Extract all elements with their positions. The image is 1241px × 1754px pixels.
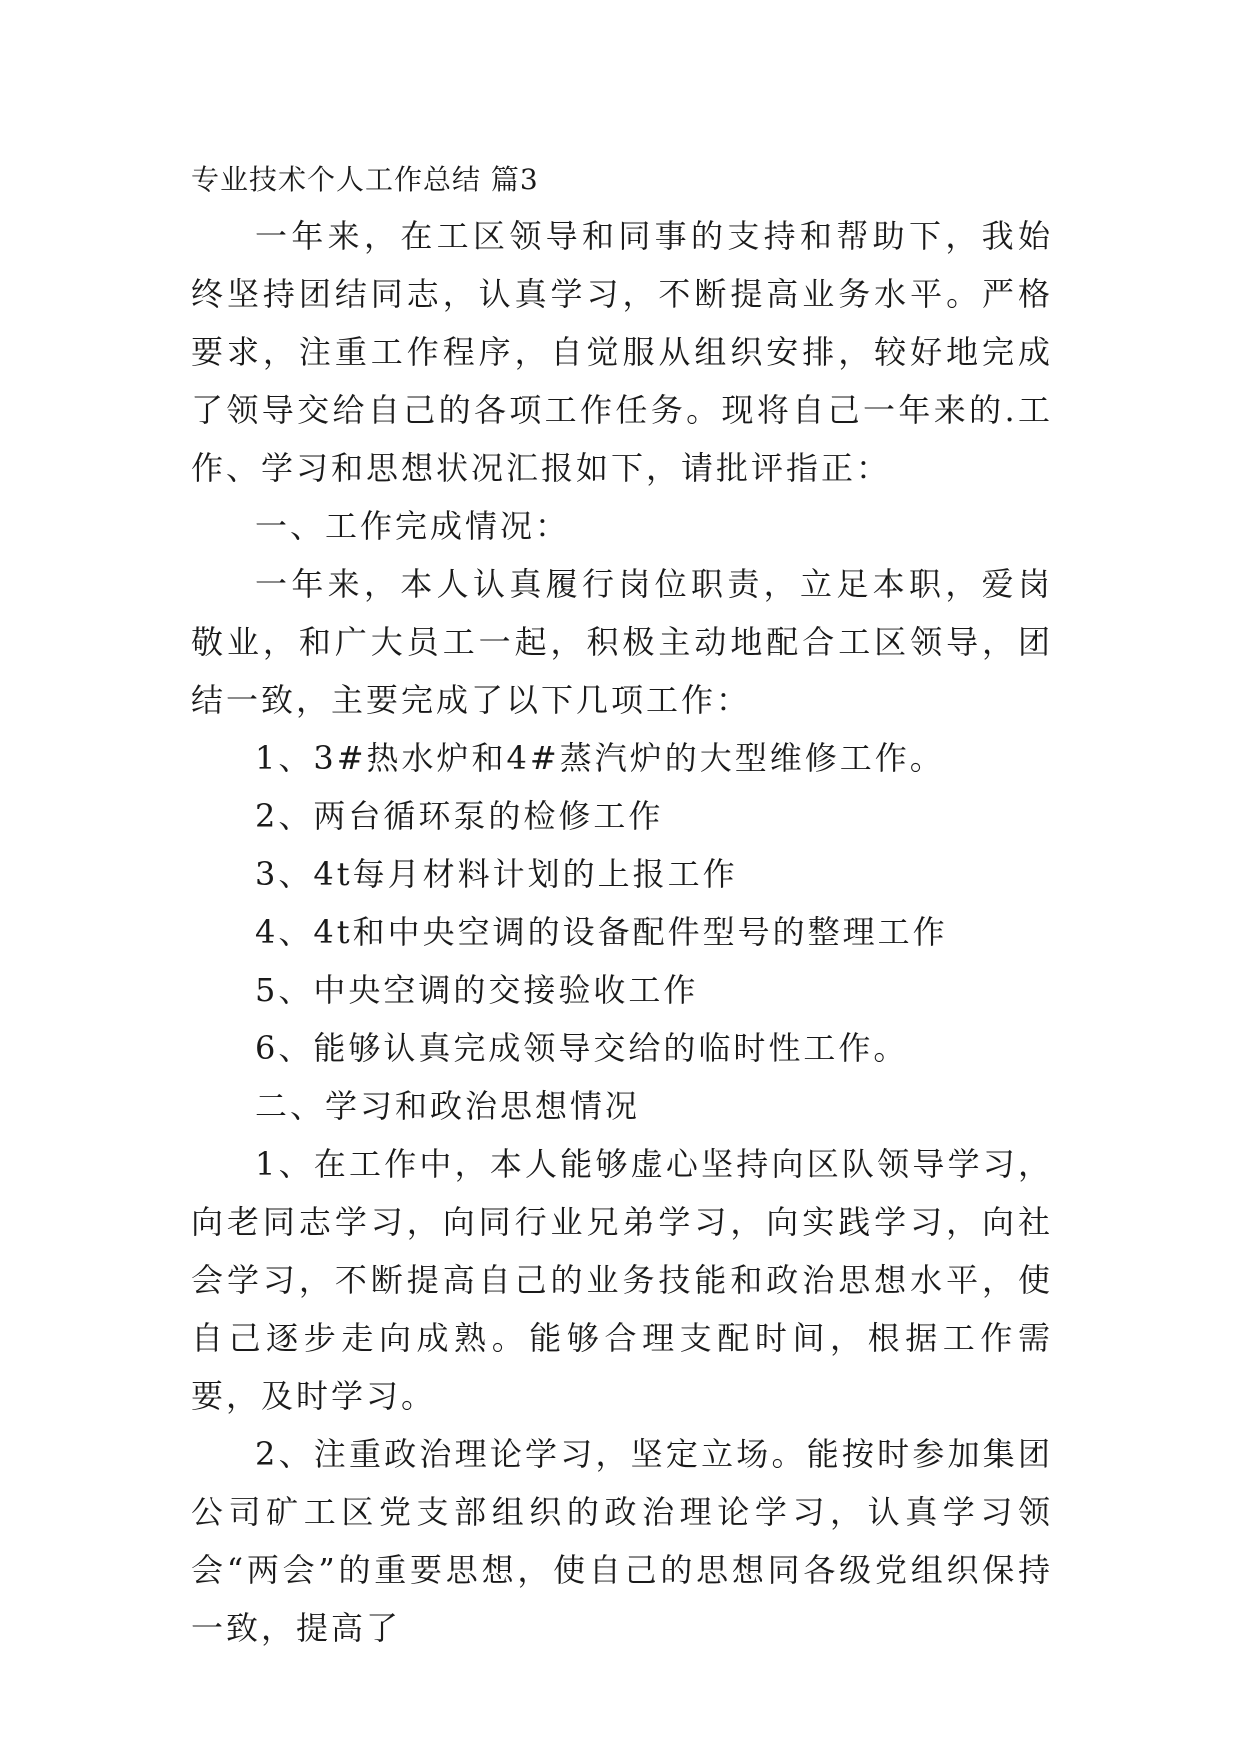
list-item-work-3: 3、4t每月材料计划的上报工作 <box>255 855 738 893</box>
paragraph-work-summary: 一年来，本人认真履行岗位职责，立足本职，爱岗敬业，和广大员工一起，积极主动地配合工区领导，团结一致，主要完成了以下几项工作： <box>191 565 1053 719</box>
paragraph-study-1: 1、在工作中，本人能够虚心坚持向区队领导学习，向老同志学习，向同行业兄弟学习，向实践学习，向社会学习，不断提高自己的业务技能和政治思想水平，使自己逐步走向成熟。能够合理支配时间，根据工作需要，及时学习。 <box>191 1145 1053 1415</box>
list-item-work-2: 2、两台循环泵的检修工作 <box>255 797 664 835</box>
list-item-work-6: 6、能够认真完成领导交给的临时性工作。 <box>255 1029 909 1067</box>
list-item-work-4: 4、4t和中央空调的设备配件型号的整理工作 <box>255 913 948 951</box>
section-heading-study: 二、学习和政治思想情况 <box>255 1087 641 1125</box>
paragraph-study-2: 2、注重政治理论学习，坚定立场。能按时参加集团公司矿工区党支部组织的政治理论学习，认真学习领会“两会”的重要思想，使自己的思想同各级党组织保持一致，提高了 <box>191 1435 1053 1647</box>
document-page <box>191 160 1053 1657</box>
section-heading-work: 一、工作完成情况： <box>255 507 571 545</box>
list-item-work-1: 1、3#热水炉和4#蒸汽炉的大型维修工作。 <box>255 739 945 777</box>
document-title: 专业技术个人工作总结 篇3 <box>191 163 539 196</box>
list-item-work-5: 5、中央空调的交接验收工作 <box>255 971 699 1009</box>
paragraph-intro: 一年来，在工区领导和同事的支持和帮助下，我始终坚持团结同志，认真学习，不断提高业务水平。严格要求，注重工作程序，自觉服从组织安排，较好地完成了领导交给自己的各项工作任务。现将自己一年来的.工作、学习和思想状况汇报如下，请批评指正： <box>191 217 1053 487</box>
